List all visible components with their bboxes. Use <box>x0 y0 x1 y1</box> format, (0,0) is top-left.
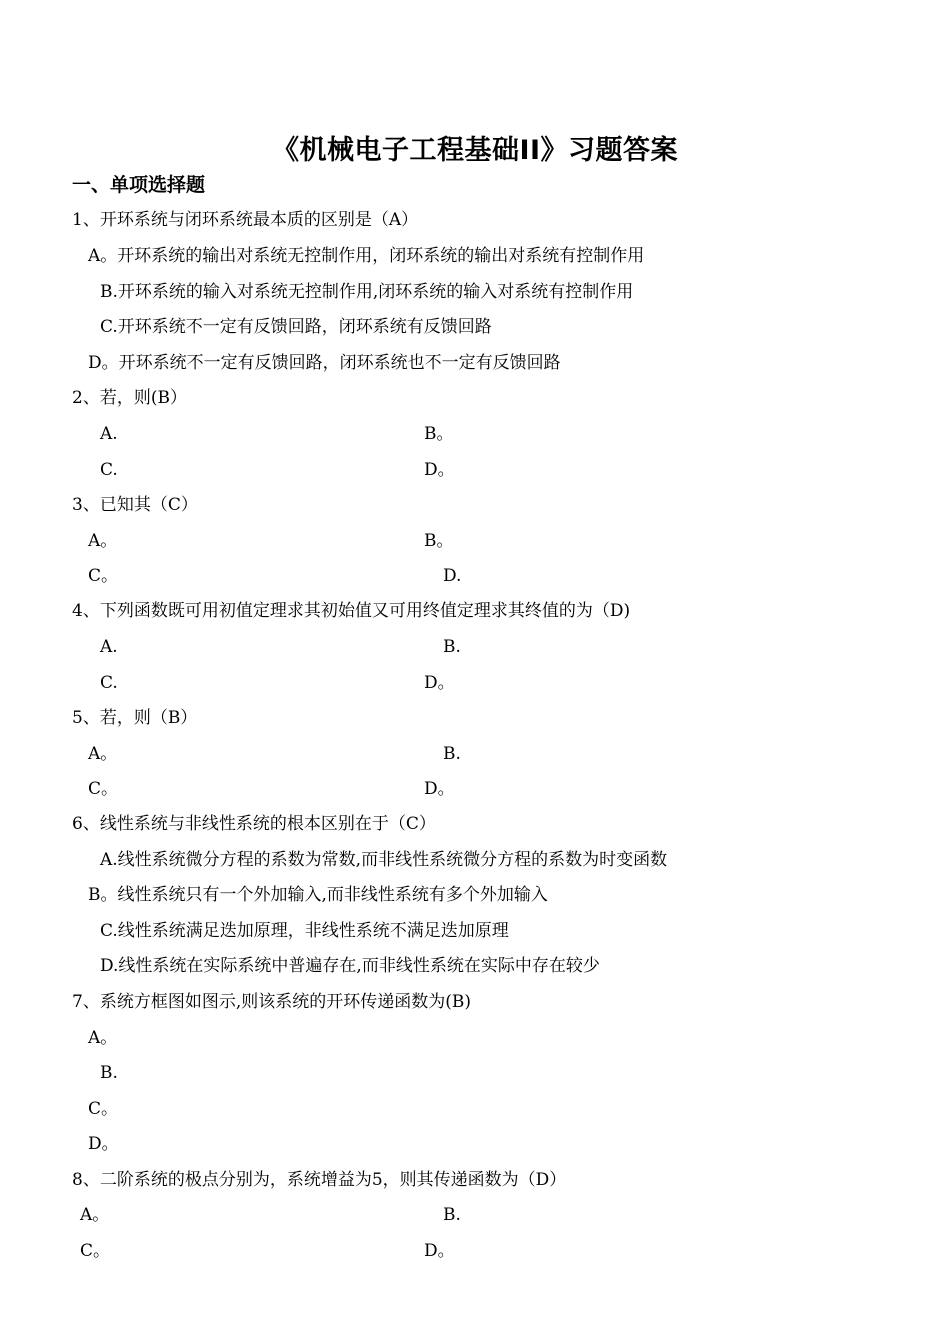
question-6-stem: 6、线性系统与非线性系统的根本区别在于（C） <box>72 814 436 834</box>
section-heading: 一、单项选择题 <box>72 174 206 196</box>
question-7-option-c: C。 <box>88 1099 119 1119</box>
question-4-option-b: B. <box>443 637 461 657</box>
question-4-option-c: C. <box>100 673 118 693</box>
question-1-option-c: C.开环系统不一定有反馈回路，闭环系统有反馈回路 <box>100 317 492 337</box>
question-1-option-b: B.开环系统的输入对系统无控制作用,闭环系统的输入对系统有控制作用 <box>100 282 634 302</box>
question-5-option-d: D。 <box>424 779 455 799</box>
question-2-option-d: D。 <box>424 460 455 480</box>
question-7-option-b: B. <box>100 1063 118 1083</box>
question-5-option-a: A。 <box>88 744 118 764</box>
question-8-option-d: D。 <box>424 1241 455 1261</box>
question-8-option-c: C。 <box>80 1241 111 1261</box>
question-7-option-d: D。 <box>88 1134 119 1154</box>
question-1-stem: 1、开环系统与闭环系统最本质的区别是（A） <box>72 210 419 230</box>
question-8-option-a: A。 <box>80 1205 110 1225</box>
question-5-option-b: B. <box>443 744 461 764</box>
question-4-stem: 4、下列函数既可用初值定理求其初始值又可用终值定理求其终值的为（D) <box>72 601 631 621</box>
question-3-option-d: D. <box>443 566 462 586</box>
question-1-option-d: D。开环系统不一定有反馈回路，闭环系统也不一定有反馈回路 <box>88 353 561 373</box>
question-7-option-a: A。 <box>88 1028 118 1048</box>
question-1-option-a: A。开环系统的输出对系统无控制作用，闭环系统的输出对系统有控制作用 <box>88 246 645 266</box>
question-5-stem: 5、若，则（B） <box>72 708 198 728</box>
question-2-stem: 2、若，则(B） <box>72 388 187 408</box>
question-3-option-a: A。 <box>88 531 118 551</box>
question-5-option-c: C。 <box>88 779 119 799</box>
question-6-option-b: B。线性系统只有一个外加输入,而非线性系统有多个外加输入 <box>88 885 548 905</box>
question-3-option-c: C。 <box>88 566 119 586</box>
question-6-option-c: C.线性系统满足迭加原理，非线性系统不满足迭加原理 <box>100 921 509 941</box>
question-4-option-d: D。 <box>424 673 455 693</box>
question-6-option-a: A.线性系统微分方程的系数为常数,而非线性系统微分方程的系数为时变函数 <box>100 850 668 870</box>
question-2-option-a: A. <box>100 424 118 444</box>
question-3-stem: 3、已知其（C） <box>72 495 198 515</box>
question-2-option-b: B。 <box>424 424 454 444</box>
question-4-option-a: A. <box>100 637 118 657</box>
question-2-option-c: C. <box>100 460 118 480</box>
question-6-option-d: D.线性系统在实际系统中普遍存在,而非线性系统在实际中存在较少 <box>100 956 600 976</box>
question-8-option-b: B. <box>443 1205 461 1225</box>
question-3-option-b: B。 <box>424 531 454 551</box>
question-8-stem: 8、二阶系统的极点分别为，系统增益为5，则其传递函数为（D） <box>72 1170 567 1190</box>
document-title: 《机械电子工程基础II》习题答案 <box>271 135 679 166</box>
question-7-stem: 7、系统方框图如图示,则该系统的开环传递函数为(B) <box>72 992 471 1012</box>
